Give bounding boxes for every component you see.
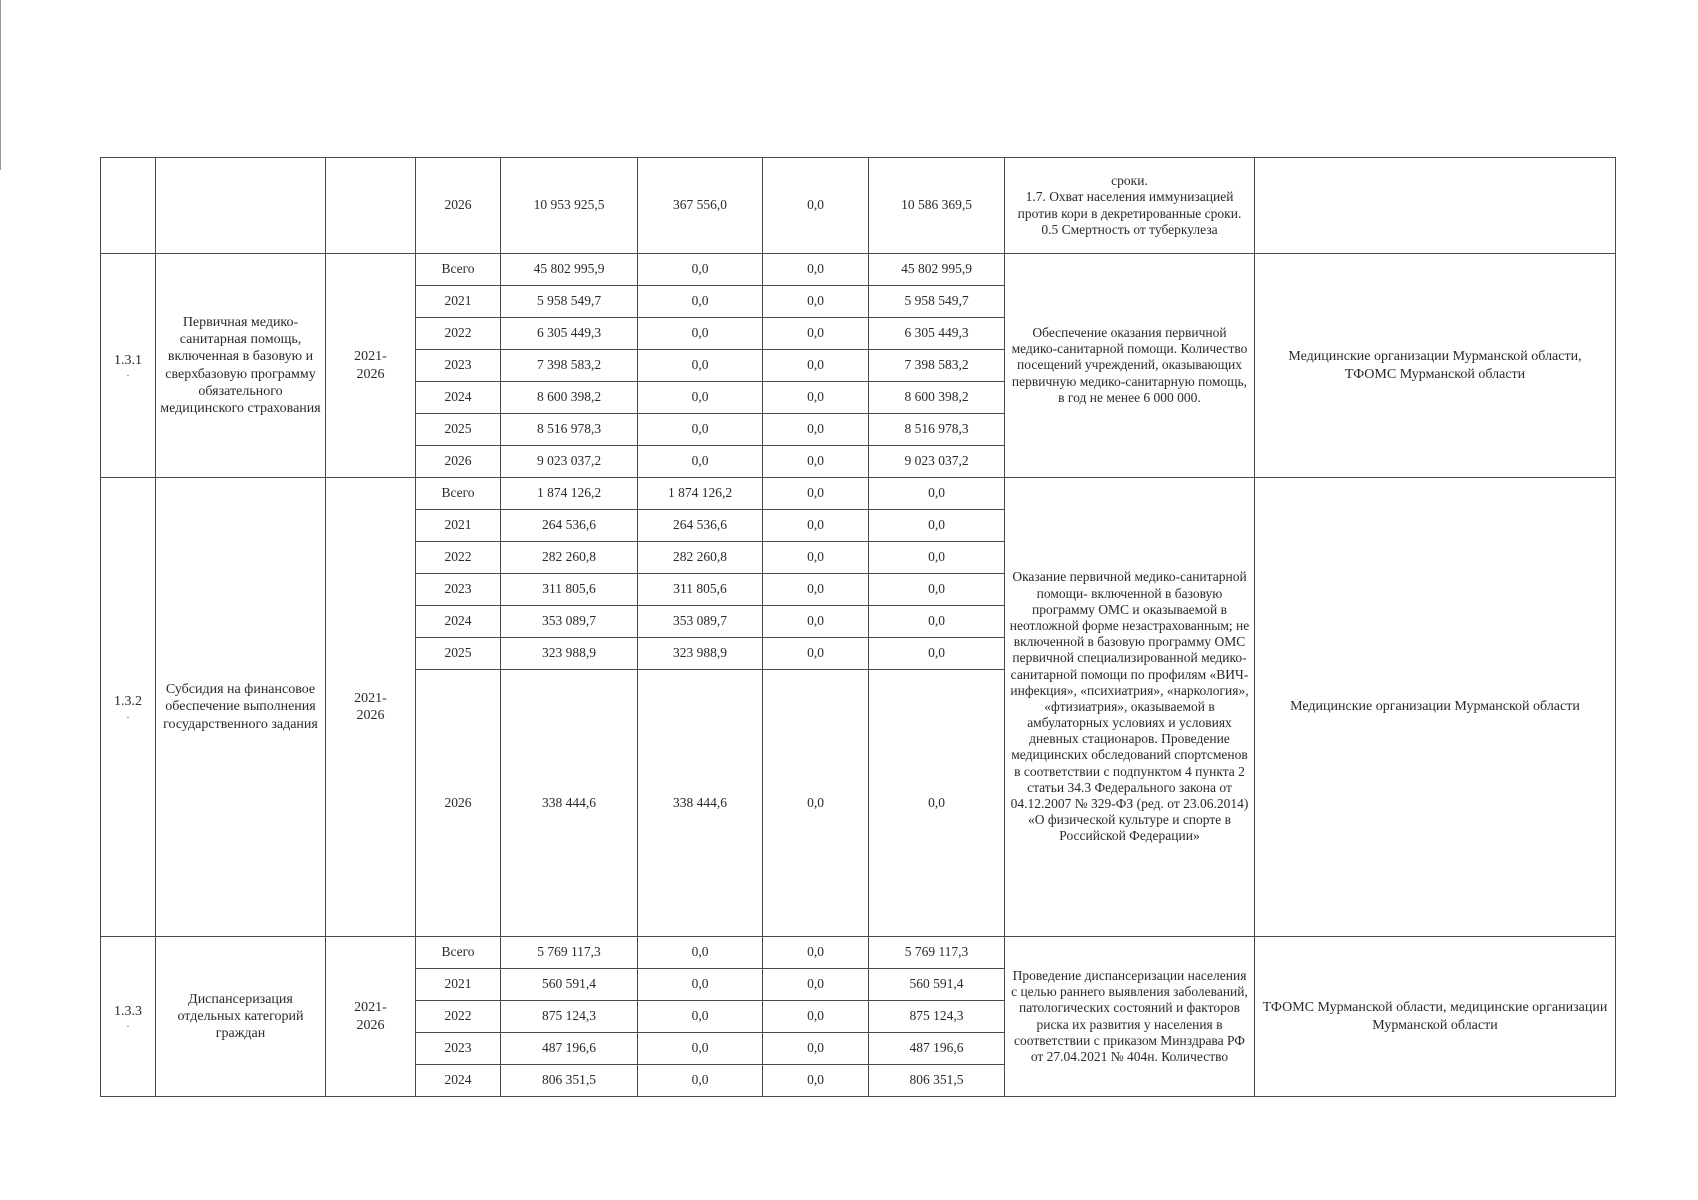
other-sources-cell: 0,0 <box>869 510 1005 542</box>
other-sources-cell: 8 516 978,3 <box>869 414 1005 446</box>
federal-budget-cell: 0,0 <box>763 542 869 574</box>
total-cell: 6 305 449,3 <box>501 318 638 350</box>
year-cell: 2026 <box>416 670 501 937</box>
year-cell: 2026 <box>416 158 501 254</box>
year-cell: 2023 <box>416 1033 501 1065</box>
activity-code-mark: . <box>126 709 130 721</box>
year-cell: 2023 <box>416 350 501 382</box>
regional-budget-cell: 311 805,6 <box>638 574 763 606</box>
code-cell <box>101 158 156 254</box>
regional-budget-cell: 338 444,6 <box>638 670 763 937</box>
expected-result-cell: Проведение диспансеризации населения с целью раннего выявления заболеваний, патологических состояний и факторов риска их развития у населения в соответствии с приказом Минздрава РФ от 27.04.2021 № 404н. Количество <box>1005 937 1255 1097</box>
other-sources-cell: 5 769 117,3 <box>869 937 1005 969</box>
other-sources-cell: 6 305 449,3 <box>869 318 1005 350</box>
regional-budget-cell: 0,0 <box>638 969 763 1001</box>
activity-code-text: 1.3.1 <box>114 352 142 368</box>
other-sources-cell: 487 196,6 <box>869 1033 1005 1065</box>
activity-code <box>101 937 156 1097</box>
year-cell: 2026 <box>416 446 501 478</box>
other-sources-cell: 5 958 549,7 <box>869 286 1005 318</box>
regional-budget-cell: 282 260,8 <box>638 542 763 574</box>
activity-code-text: 1.3.2 <box>114 694 142 710</box>
regional-budget-cell: 0,0 <box>638 382 763 414</box>
total-cell: 264 536,6 <box>501 510 638 542</box>
federal-budget-cell: 0,0 <box>763 318 869 350</box>
regional-budget-cell: 0,0 <box>638 446 763 478</box>
other-sources-cell: 10 586 369,5 <box>869 158 1005 254</box>
year-cell: 2022 <box>416 542 501 574</box>
federal-budget-cell: 0,0 <box>763 158 869 254</box>
regional-budget-cell: 0,0 <box>638 937 763 969</box>
activity-name: Диспансеризация отдельных категорий граждан <box>156 937 326 1097</box>
other-sources-cell: 806 351,5 <box>869 1065 1005 1097</box>
federal-budget-cell: 0,0 <box>763 1001 869 1033</box>
total-cell: 45 802 995,9 <box>501 254 638 286</box>
year-cell: 2025 <box>416 414 501 446</box>
regional-budget-cell: 264 536,6 <box>638 510 763 542</box>
table-row <box>101 158 1616 254</box>
other-sources-cell: 0,0 <box>869 478 1005 510</box>
activity-period: 2021- 2026 <box>326 254 416 478</box>
regional-budget-cell: 367 556,0 <box>638 158 763 254</box>
federal-budget-cell: 0,0 <box>763 606 869 638</box>
year-cell: 2021 <box>416 286 501 318</box>
other-sources-cell: 9 023 037,2 <box>869 446 1005 478</box>
total-cell: 9 023 037,2 <box>501 446 638 478</box>
year-cell: 2024 <box>416 606 501 638</box>
other-sources-cell: 8 600 398,2 <box>869 382 1005 414</box>
year-cell: Всего <box>416 937 501 969</box>
table-row <box>101 478 1616 510</box>
year-cell: 2022 <box>416 318 501 350</box>
other-sources-cell: 0,0 <box>869 606 1005 638</box>
other-sources-cell: 0,0 <box>869 542 1005 574</box>
other-sources-cell: 0,0 <box>869 638 1005 670</box>
executor-cell: Медицинские организации Мурманской области, ТФОМС Мурманской области <box>1255 254 1616 478</box>
federal-budget-cell: 0,0 <box>763 254 869 286</box>
year-cell: Всего <box>416 254 501 286</box>
other-sources-cell: 7 398 583,2 <box>869 350 1005 382</box>
total-cell: 8 516 978,3 <box>501 414 638 446</box>
total-cell: 875 124,3 <box>501 1001 638 1033</box>
federal-budget-cell: 0,0 <box>763 286 869 318</box>
regional-budget-cell: 323 988,9 <box>638 638 763 670</box>
regional-budget-cell: 353 089,7 <box>638 606 763 638</box>
federal-budget-cell: 0,0 <box>763 969 869 1001</box>
year-cell: 2025 <box>416 638 501 670</box>
scan-edge-mark <box>0 0 5 170</box>
federal-budget-cell: 0,0 <box>763 1033 869 1065</box>
total-cell: 1 874 126,2 <box>501 478 638 510</box>
total-cell: 282 260,8 <box>501 542 638 574</box>
total-cell: 8 600 398,2 <box>501 382 638 414</box>
year-cell: 2024 <box>416 382 501 414</box>
regional-budget-cell: 0,0 <box>638 1033 763 1065</box>
activity-period: 2021- 2026 <box>326 937 416 1097</box>
table-row <box>101 937 1616 969</box>
federal-budget-cell: 0,0 <box>763 478 869 510</box>
federal-budget-cell: 0,0 <box>763 414 869 446</box>
total-cell: 5 769 117,3 <box>501 937 638 969</box>
total-cell: 338 444,6 <box>501 670 638 937</box>
period-cell <box>326 158 416 254</box>
regional-budget-cell: 0,0 <box>638 350 763 382</box>
expected-result-cell: Обеспечение оказания первичной медико-санитарной помощи. Количество посещений учреждений, оказывающих первичную медико-санитарную помощь, в год не менее 6 000 000. <box>1005 254 1255 478</box>
other-sources-cell: 875 124,3 <box>869 1001 1005 1033</box>
regional-budget-cell: 0,0 <box>638 1001 763 1033</box>
total-cell: 5 958 549,7 <box>501 286 638 318</box>
year-cell: 2024 <box>416 1065 501 1097</box>
regional-budget-cell: 0,0 <box>638 286 763 318</box>
year-cell: Всего <box>416 478 501 510</box>
other-sources-cell: 45 802 995,9 <box>869 254 1005 286</box>
federal-budget-cell: 0,0 <box>763 350 869 382</box>
federal-budget-cell: 0,0 <box>763 937 869 969</box>
total-cell: 311 805,6 <box>501 574 638 606</box>
federal-budget-cell: 0,0 <box>763 446 869 478</box>
executor-cell <box>1255 158 1616 254</box>
activity-period: 2021- 2026 <box>326 478 416 937</box>
program-activities-table <box>100 157 1616 1097</box>
year-cell: 2022 <box>416 1001 501 1033</box>
total-cell: 487 196,6 <box>501 1033 638 1065</box>
year-cell: 2021 <box>416 510 501 542</box>
total-cell: 560 591,4 <box>501 969 638 1001</box>
regional-budget-cell: 0,0 <box>638 318 763 350</box>
federal-budget-cell: 0,0 <box>763 574 869 606</box>
executor-cell: Медицинские организации Мурманской области <box>1255 478 1616 937</box>
regional-budget-cell: 0,0 <box>638 1065 763 1097</box>
total-cell: 10 953 925,5 <box>501 158 638 254</box>
total-cell: 7 398 583,2 <box>501 350 638 382</box>
table-row <box>101 254 1616 286</box>
activity-code <box>101 254 156 478</box>
regional-budget-cell: 1 874 126,2 <box>638 478 763 510</box>
regional-budget-cell: 0,0 <box>638 414 763 446</box>
activity-code-mark: . <box>126 368 130 380</box>
federal-budget-cell: 0,0 <box>763 638 869 670</box>
activity-code <box>101 478 156 937</box>
federal-budget-cell: 0,0 <box>763 382 869 414</box>
other-sources-cell: 0,0 <box>869 574 1005 606</box>
federal-budget-cell: 0,0 <box>763 510 869 542</box>
year-cell: 2023 <box>416 574 501 606</box>
expected-result-cell: сроки. 1.7. Охват населения иммунизацией против кори в декретированные сроки. 0.5 Смертность от туберкулеза <box>1005 158 1255 254</box>
total-cell: 353 089,7 <box>501 606 638 638</box>
activity-name: Субсидия на финансовое обеспечение выполнения государственного задания <box>156 478 326 937</box>
regional-budget-cell: 0,0 <box>638 254 763 286</box>
activity-code-text: 1.3.3 <box>114 1003 142 1019</box>
federal-budget-cell: 0,0 <box>763 670 869 937</box>
other-sources-cell: 0,0 <box>869 670 1005 937</box>
expected-result-cell: Оказание первичной медико-санитарной помощи- включенной в базовую программу ОМС и оказываемой в неотложной форме незастрахованным; не включенной в базовую программу ОМС первичной специализированной медико-санитарной помощи по профилям «ВИЧ-инфекция», «психиатрия», «наркология», «фтизиатрия», оказываемой в амбулаторных условиях и условиях дневных стационаров. Проведение медицинских обследований спортсменов в соответствии с подпунктом 4 пункта 2 статьи 34.3 Федерального закона от 04.12.2007 № 329-ФЗ (ред. от 23.06.2014) «О физической культуре и спорте в Российской Федерации» <box>1005 478 1255 937</box>
year-cell: 2021 <box>416 969 501 1001</box>
executor-cell: ТФОМС Мурманской области, медицинские организации Мурманской области <box>1255 937 1616 1097</box>
name-cell <box>156 158 326 254</box>
activity-name: Первичная медико-санитарная помощь, включенная в базовую и сверхбазовую программу обязательного медицинского страхования <box>156 254 326 478</box>
activity-code-mark: . <box>126 1019 130 1031</box>
total-cell: 806 351,5 <box>501 1065 638 1097</box>
federal-budget-cell: 0,0 <box>763 1065 869 1097</box>
other-sources-cell: 560 591,4 <box>869 969 1005 1001</box>
total-cell: 323 988,9 <box>501 638 638 670</box>
